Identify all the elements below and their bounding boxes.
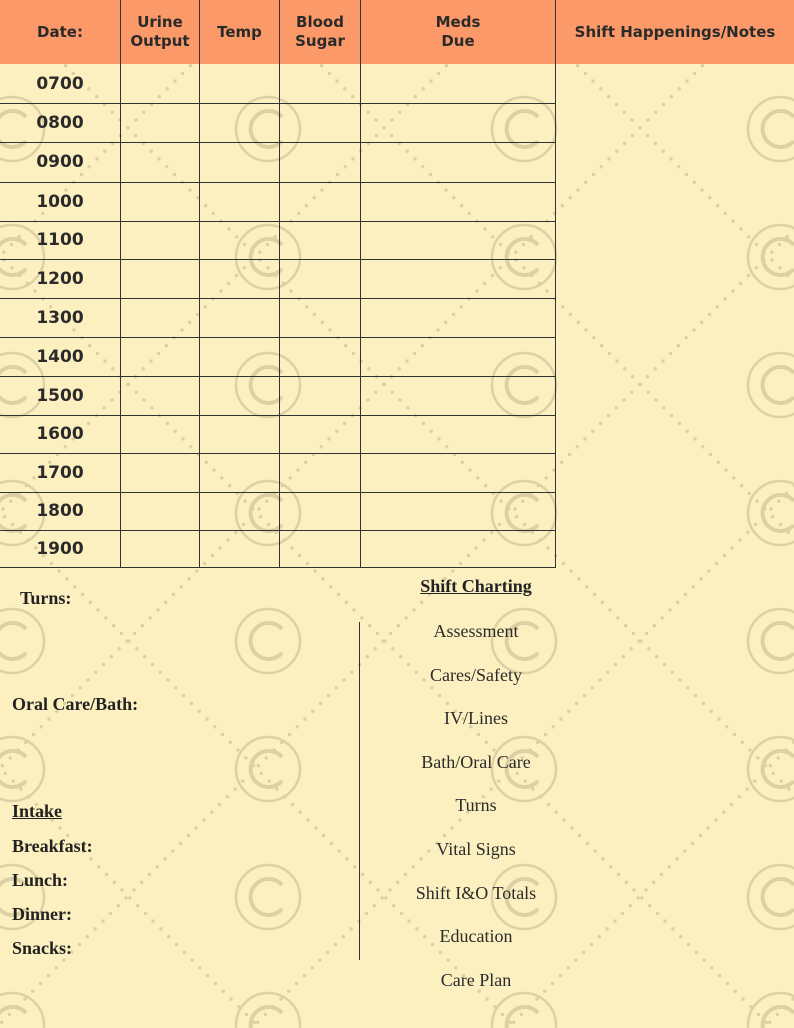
time-row (0, 530, 556, 568)
blood-sugar-cell[interactable] (280, 182, 360, 221)
grid-bottom-border (0, 567, 556, 568)
temp-cell[interactable] (200, 64, 279, 103)
temp-cell[interactable] (200, 298, 279, 337)
time-label: 0700 (36, 73, 84, 94)
urine-output-cell[interactable] (121, 376, 199, 415)
temp-cell[interactable] (200, 376, 279, 415)
column-divider (120, 64, 121, 568)
blood-sugar-cell[interactable] (280, 376, 360, 415)
copyright-icon (748, 737, 794, 801)
copyright-icon (748, 97, 794, 161)
row-divider (0, 221, 556, 222)
temp-cell[interactable] (200, 453, 279, 492)
time-label: 1100 (36, 230, 84, 250)
header-meds-due: Meds Due (435, 13, 481, 50)
column-divider (360, 64, 361, 568)
copyright-icon (748, 609, 794, 673)
blood-sugar-cell[interactable] (280, 142, 360, 182)
meds-due-cell[interactable] (361, 298, 555, 337)
blood-sugar-cell[interactable] (280, 415, 360, 453)
dinner-label: Dinner: (12, 904, 72, 924)
copyright-icon (236, 737, 300, 801)
temp-cell[interactable] (200, 221, 279, 259)
row-divider (0, 182, 556, 183)
row-divider (0, 453, 556, 454)
header-blood-sugar: Blood Sugar (295, 13, 345, 50)
copyright-icon (236, 993, 300, 1028)
header-urine-output: Urine Output (130, 13, 190, 50)
meds-due-cell[interactable] (361, 415, 555, 453)
time-label: 1000 (36, 191, 84, 212)
meds-due-cell[interactable] (361, 453, 555, 492)
temp-cell[interactable] (200, 492, 279, 530)
time-row (0, 415, 556, 453)
time-label: 1500 (36, 385, 84, 406)
blood-sugar-cell[interactable] (280, 221, 360, 259)
row-divider (0, 492, 556, 493)
meds-due-cell[interactable] (361, 221, 555, 259)
hourly-grid (0, 64, 556, 568)
time-row (0, 376, 556, 415)
blood-sugar-cell[interactable] (280, 492, 360, 530)
blood-sugar-cell[interactable] (280, 298, 360, 337)
copyright-icon (748, 225, 794, 289)
time-label: 1900 (36, 539, 84, 559)
time-label: 1800 (36, 501, 84, 521)
meds-due-cell[interactable] (361, 337, 555, 376)
time-row (0, 64, 556, 103)
meds-due-cell[interactable] (361, 103, 555, 142)
row-divider (0, 337, 556, 338)
copyright-icon (0, 609, 44, 673)
temp-cell[interactable] (200, 415, 279, 453)
urine-output-cell[interactable] (121, 530, 199, 568)
temp-cell[interactable] (200, 142, 279, 182)
shift-charting-item: Vital Signs (436, 839, 516, 859)
blood-sugar-cell[interactable] (280, 530, 360, 568)
row-divider (0, 298, 556, 299)
urine-output-cell[interactable] (121, 337, 199, 376)
meds-due-cell[interactable] (361, 182, 555, 221)
meds-due-cell[interactable] (361, 142, 555, 182)
shift-charting-item: Bath/Oral Care (421, 752, 531, 772)
temp-cell[interactable] (200, 182, 279, 221)
blood-sugar-cell[interactable] (280, 337, 360, 376)
time-row (0, 182, 556, 221)
header-date: Date: (37, 22, 83, 41)
copyright-icon (236, 865, 300, 929)
urine-output-cell[interactable] (121, 492, 199, 530)
shift-charting-item: Education (439, 926, 513, 946)
shift-charting-item: Cares/Safety (430, 665, 522, 685)
column-divider (279, 64, 280, 568)
oral-care-label: Oral Care/Bath: (12, 694, 139, 714)
snacks-label: Snacks: (12, 938, 73, 958)
urine-output-cell[interactable] (121, 298, 199, 337)
shift-charting-item: Assessment (433, 621, 519, 641)
shift-charting-item: Care Plan (440, 970, 512, 990)
time-row (0, 221, 556, 259)
blood-sugar-cell[interactable] (280, 103, 360, 142)
meds-due-cell[interactable] (361, 64, 555, 103)
time-row (0, 337, 556, 376)
urine-output-cell[interactable] (121, 453, 199, 492)
lunch-label: Lunch: (12, 870, 69, 890)
time-label: 0800 (36, 112, 84, 133)
copyright-icon (492, 993, 556, 1028)
breakfast-label: Breakfast: (12, 836, 93, 856)
temp-cell[interactable] (200, 103, 279, 142)
time-label: 1700 (36, 462, 84, 483)
shift-charting-item: Turns (455, 795, 497, 815)
row-divider (0, 376, 556, 377)
copyright-icon (0, 737, 44, 801)
time-row (0, 492, 556, 530)
time-row (0, 103, 556, 142)
time-row (0, 453, 556, 492)
urine-output-cell[interactable] (121, 64, 199, 103)
copyright-icon (236, 609, 300, 673)
copyright-icon (748, 481, 794, 545)
table-header (0, 0, 794, 64)
turns-label: Turns: (20, 588, 72, 608)
column-divider (555, 64, 556, 568)
urine-output-cell[interactable] (121, 142, 199, 182)
time-row (0, 298, 556, 337)
copyright-icon (748, 865, 794, 929)
row-divider (0, 530, 556, 531)
urine-output-cell[interactable] (121, 103, 199, 142)
time-label: 1300 (36, 307, 84, 328)
temp-cell[interactable] (200, 259, 279, 298)
urine-output-cell[interactable] (121, 221, 199, 259)
copyright-icon (0, 993, 44, 1028)
blood-sugar-cell[interactable] (280, 453, 360, 492)
column-divider (199, 64, 200, 568)
time-label: 1400 (36, 346, 84, 367)
meds-due-cell[interactable] (361, 259, 555, 298)
time-row (0, 259, 556, 298)
blood-sugar-cell[interactable] (280, 64, 360, 103)
header-shift-notes: Shift Happenings/Notes (574, 22, 776, 41)
shift-charting-title: Shift Charting (420, 576, 532, 596)
meds-due-cell[interactable] (361, 376, 555, 415)
header-temp: Temp (217, 22, 262, 41)
meds-due-cell[interactable] (361, 492, 555, 530)
blood-sugar-cell[interactable] (280, 259, 360, 298)
urine-output-cell[interactable] (121, 182, 199, 221)
time-label: 1200 (36, 268, 84, 289)
row-divider (0, 259, 556, 260)
time-label: 1600 (36, 424, 84, 444)
meds-due-cell[interactable] (361, 530, 555, 568)
row-divider (0, 142, 556, 143)
shift-charting-item: IV/Lines (444, 708, 508, 728)
temp-cell[interactable] (200, 337, 279, 376)
row-divider (0, 103, 556, 104)
urine-output-cell[interactable] (121, 415, 199, 453)
row-divider (0, 415, 556, 416)
temp-cell[interactable] (200, 530, 279, 568)
intake-heading: Intake (12, 801, 63, 821)
time-row (0, 142, 556, 182)
urine-output-cell[interactable] (121, 259, 199, 298)
shift-charting-item: Shift I&O Totals (415, 883, 537, 903)
copyright-icon (748, 353, 794, 417)
time-label: 0900 (36, 152, 84, 172)
